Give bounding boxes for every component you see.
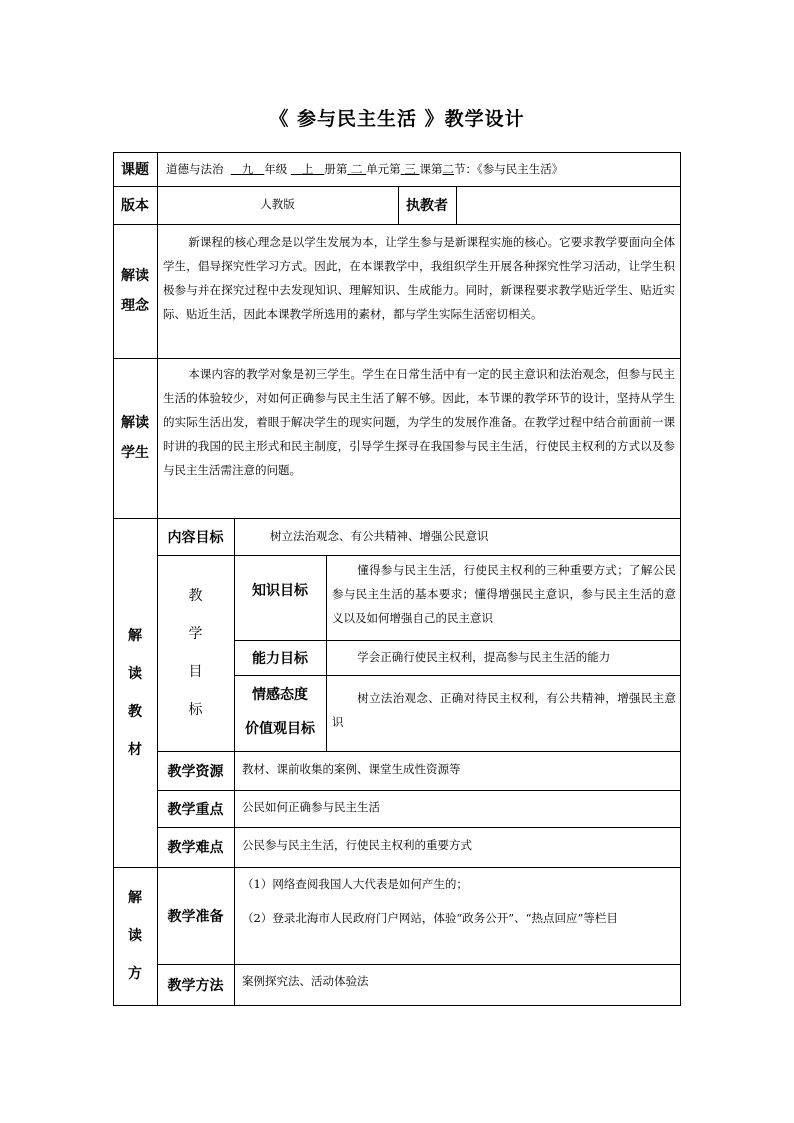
preparation-item-2: （2）登录北海市人民政府门户网站，体验“政务公开”、“热点回应”等栏目 bbox=[242, 911, 618, 925]
approach-label: 教学方法 bbox=[167, 977, 224, 994]
concept-label: 解读 理念 bbox=[121, 268, 149, 314]
knowledge-goal-value: 懂得参与民主生活，行使民主权利的三种重要方式；了解公民参与民主生活的基本要求；懂得增强民主意识，参与民主生活的意义以及如何增强自己的民主意识 bbox=[332, 563, 676, 625]
resources-value: 教材、课前收集的案例、课堂生成性资源等 bbox=[242, 762, 461, 776]
ability-goal-label: 能力目标 bbox=[252, 650, 308, 667]
topic-volume: 上 bbox=[301, 162, 314, 176]
topic-volume-unit: 册第 bbox=[324, 162, 348, 176]
emotion-goal-label: 情感态度 价值观目标 bbox=[245, 687, 315, 737]
edition-value: 人教版 bbox=[260, 197, 295, 211]
topic-subject: 道德与法治 bbox=[166, 162, 224, 176]
topic-lesson-no: 三 bbox=[404, 162, 416, 176]
edition-label: 版本 bbox=[121, 198, 149, 214]
teaching-goal-label: 教 学 目 标 bbox=[188, 588, 203, 718]
difficulty-value: 公民参与民主生活，行使民主权利的重要方式 bbox=[242, 838, 472, 852]
concept-text: 新课程的核心理念是以学生发展为本，让学生参与是新课程实施的核心。它要求教学要面向全体学生，倡导探究性学习方式。因此，在本课教学中，我组织学生开展各种探究性学习活动，让学生积极参与并在探究过程中去发现知识、理解知识、生成能力。同时，新课程要求教学贴近学生、贴近实际、贴近生活，因此本课教学所选用的素材，都与学生实际生活密切相关。 bbox=[163, 235, 675, 321]
topic-label: 课题 bbox=[121, 162, 149, 178]
content-goal-value: 树立法治观念、有公共精神、增强公民意识 bbox=[270, 529, 489, 543]
key-point-label: 教学重点 bbox=[167, 801, 224, 818]
topic-value bbox=[166, 157, 676, 181]
preparation-item-1: （1）网络查阅我国人大代表是如何产生的； bbox=[242, 877, 468, 891]
knowledge-goal-label: 知识目标 bbox=[252, 583, 308, 599]
ability-goal-value: 学会正确行使民主权利，提高参与民主生活的能力 bbox=[357, 650, 611, 664]
resources-label: 教学资源 bbox=[167, 763, 224, 780]
topic-section-no: 二 bbox=[442, 162, 454, 176]
method-label: 解 读 方 bbox=[128, 890, 142, 982]
topic-grade-unit: 年级 bbox=[264, 162, 288, 176]
key-point-value: 公民如何正确参与民主生活 bbox=[242, 800, 380, 814]
difficulty-label: 教学难点 bbox=[167, 840, 224, 856]
students-text: 本课内容的教学对象是初三学生。学生在日常生活中有一定的民主意识和法治观念，但参与民主生活的体验较少，对如何正确参与民主生活了解不够。因此，本节课的教学环节的设计，坚持从学生的实际生活出发，着眼于解决学生的现实问题，为学生的发展作准备。在教学过程中结合前面前一课时讲的我国的民主形式和民主制度，引导学生探寻在我国参与民主生活，行使民主权利的方式以及参与民主生活需注意的问题。 bbox=[163, 367, 675, 477]
textbook-label: 解 读 教 材 bbox=[128, 627, 142, 758]
teacher-label: 执教者 bbox=[406, 198, 448, 214]
topic-unit-unit: 单元第 bbox=[366, 162, 401, 176]
topic-lesson-unit: 课第 bbox=[419, 162, 443, 176]
preparation-label: 教学准备 bbox=[167, 908, 224, 925]
topic-section-tail: 节：《参与民主生活》 bbox=[453, 162, 564, 176]
students-label: 解读 学生 bbox=[121, 415, 149, 461]
topic-grade: 九 bbox=[241, 162, 254, 176]
topic-unit-no: 二 bbox=[351, 162, 363, 176]
page-title: 《 参与民主生活 》教学设计 bbox=[269, 108, 525, 130]
content-goal-label: 内容目标 bbox=[167, 529, 224, 546]
emotion-goal-value: 树立法治观念、正确对待民主权利，有公共精神，增强民主意识 bbox=[332, 691, 676, 729]
approach-value: 案例探究法、活动体验法 bbox=[242, 974, 369, 988]
